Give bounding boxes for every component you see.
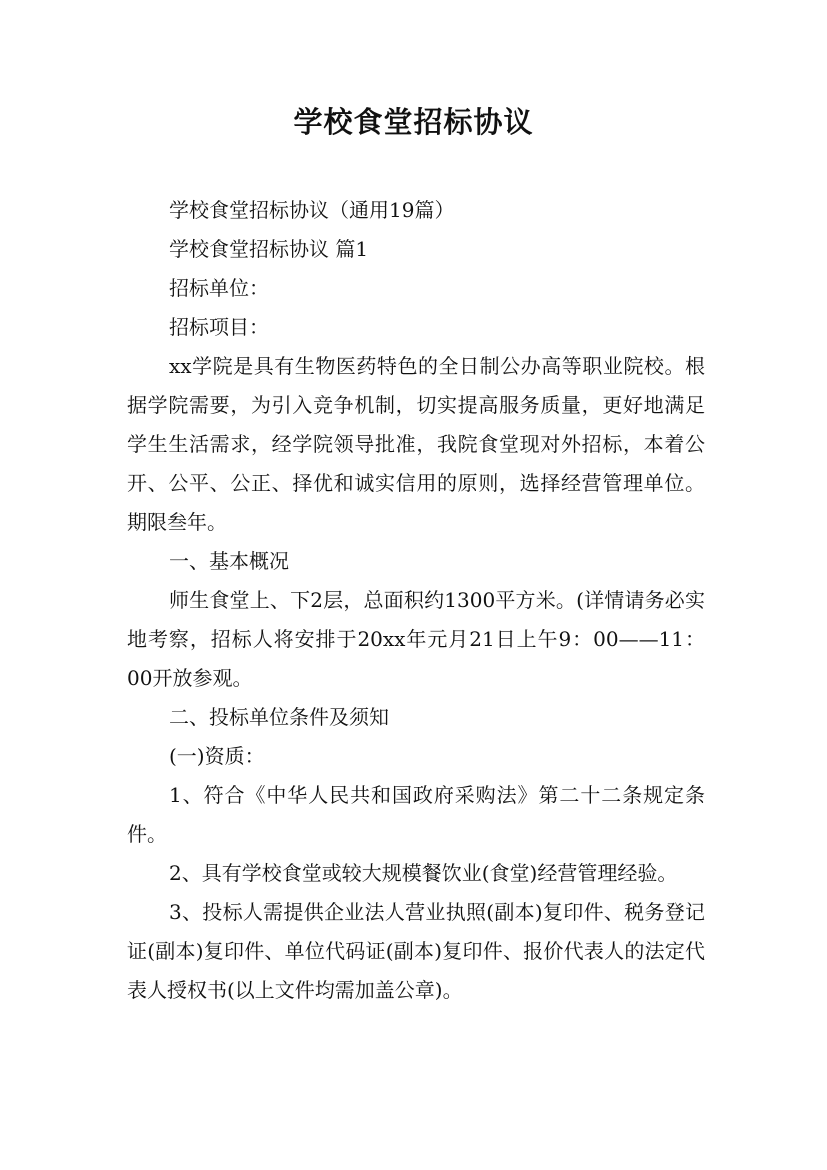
paragraph-heading-overview: 一、基本概况: [169, 549, 289, 573]
paragraph-subtitle: 学校食堂招标协议（通用19篇）: [169, 198, 455, 222]
paragraph-tender-project: 招标项目：: [169, 315, 269, 339]
paragraph-overview: 师生食堂上、下2层，总面积约1300平方米。(详情请务必实地考察，招标人将安排于20xx年元月21日上午9：00——11：00开放参观。: [127, 588, 705, 690]
paragraph-heading-conditions: 二、投标单位条件及须知: [169, 705, 389, 729]
paragraph-tender-unit: 招标单位：: [169, 276, 269, 300]
paragraph-item-2: 2、具有学校食堂或较大规模餐饮业(食堂)经营管理经验。: [169, 861, 678, 885]
paragraph-section-heading: 学校食堂招标协议 篇1: [169, 237, 369, 261]
document-title: 学校食堂招标协议: [293, 105, 534, 139]
paragraph-qualification: (一)资质：: [169, 744, 265, 768]
document-body: [127, 191, 705, 1010]
paragraph-item-3: 3、投标人需提供企业法人营业执照(副本)复印件、税务登记证(副本)复印件、单位代码证(副本)复印件、报价代表人的法定代表人授权书(以上文件均需加盖公章)。: [127, 900, 705, 1002]
paragraph-item-1: 1、符合《中华人民共和国政府采购法》第二十二条规定条件。: [127, 783, 705, 846]
paragraph-intro: xx学院是具有生物医药特色的全日制公办高等职业院校。根据学院需要，为引入竞争机制，切实提高服务质量，更好地满足学生生活需求，经学院领导批准，我院食堂现对外招标，本着公开、公平、公正、择优和诚实信用的原则，选择经营管理单位。期限叁年。: [127, 354, 705, 534]
